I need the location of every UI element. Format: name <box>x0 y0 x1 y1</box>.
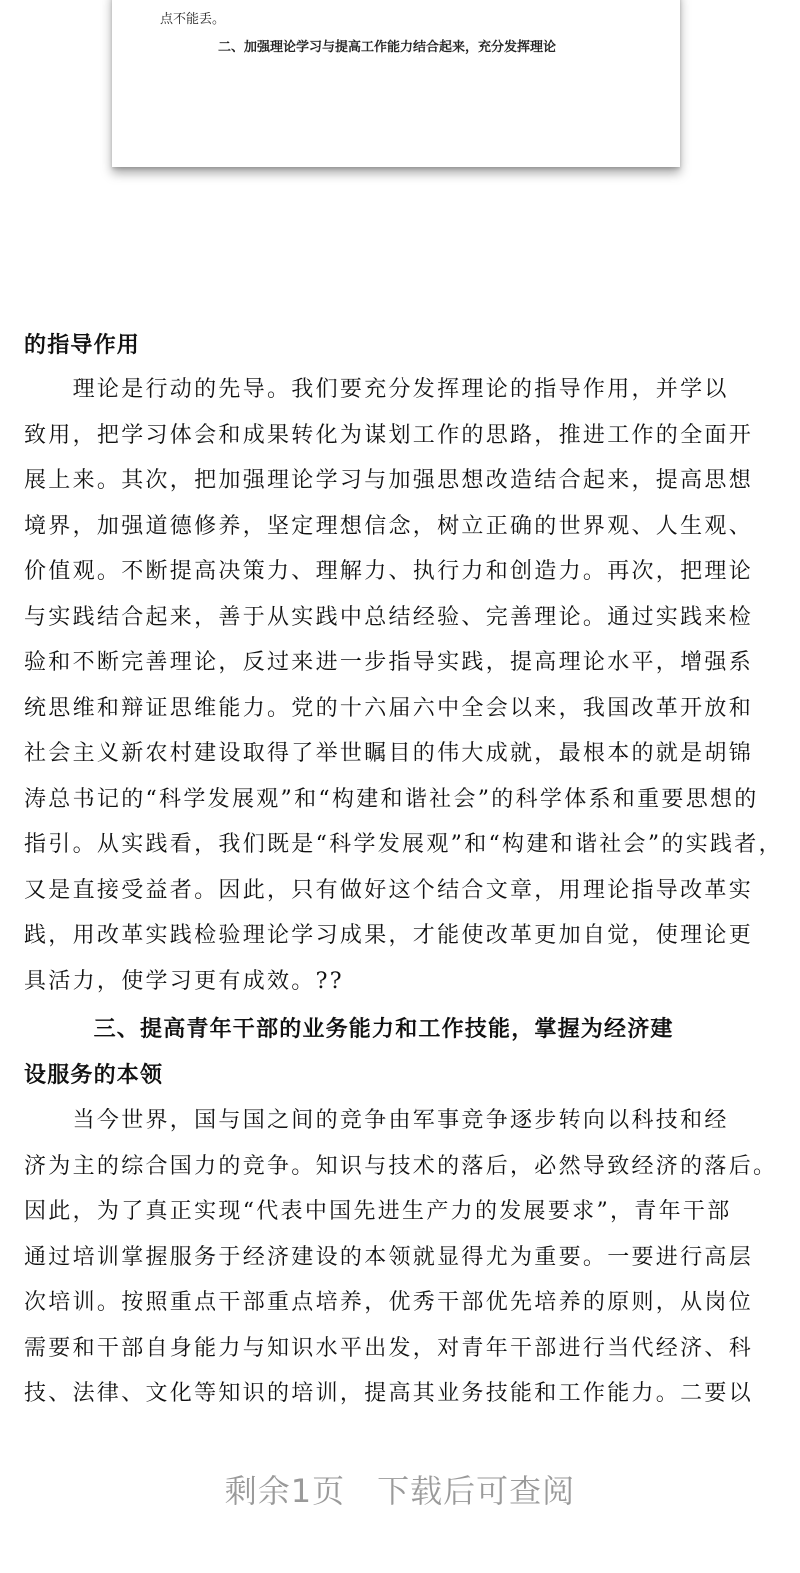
body-line: 社会主义新农村建设取得了举世瞩目的伟大成就，最根本的就是胡锦 <box>24 741 754 766</box>
body-line: 展上来。其次，把加强理论学习与加强思想改造结合起来，提高思想 <box>24 468 754 493</box>
remaining-pages-label: 剩余1页 <box>224 1472 346 1510</box>
section-heading: 三、提高青年干部的业务能力和工作技能，掌握为经济建 <box>24 1017 674 1042</box>
body-line: 涛总书记的“科学发展观”和“构建和谐社会”的科学体系和重要思想的 <box>24 787 759 812</box>
body-line: 次培训。按照重点干部重点培养，优秀干部优先培养的原则，从岗位 <box>24 1290 754 1315</box>
body-line: 统思维和辩证思维能力。党的十六届六中全会以来，我国改革开放和 <box>24 696 754 721</box>
body-line: 当今世界，国与国之间的竞争由军事竞争逐步转向以科技和经 <box>24 1108 729 1133</box>
body-line: 践，用改革实践检验理论学习成果，才能使改革更加自觉，使理论更 <box>24 923 754 948</box>
body-line: 与实践结合起来，善于从实践中总结经验、完善理论。通过实践来检 <box>24 605 754 630</box>
previous-page-preview <box>112 0 680 167</box>
body-line: 境界，加强道德修养，坚定理想信念，树立正确的世界观、人生观、 <box>24 514 754 539</box>
body-line: 需要和干部自身能力与知识水平出发，对青年干部进行当代经济、科 <box>24 1336 754 1361</box>
body-line: 因此，为了真正实现“代表中国先进生产力的发展要求”，青年干部 <box>24 1199 732 1224</box>
heading-continuation: 的指导作用 <box>24 333 141 358</box>
body-line: 具活力，使学习更有成效。?? <box>24 969 344 994</box>
body-line: 验和不断完善理论，反过来进一步指导实践，提高理论水平，增强系 <box>24 650 754 675</box>
body-line: 技、法律、文化等知识的培训，提高其业务技能和工作能力。二要以 <box>24 1381 754 1406</box>
body-line: 济为主的综合国力的竞争。知识与技术的落后，必然导致经济的落后。 <box>24 1154 778 1179</box>
body-line: 通过培训掌握服务于经济建设的本领就显得尤为重要。一要进行高层 <box>24 1245 754 1270</box>
body-line: 价值观。不断提高决策力、理解力、执行力和创造力。再次，把理论 <box>24 559 754 584</box>
preview-heading-line: 二、加强理论学习与提高工作能力结合起来，充分发挥理论 <box>218 40 557 55</box>
preview-line: 点不能丢。 <box>160 12 226 27</box>
download-to-view-label[interactable]: 下载后可查阅 <box>377 1472 576 1510</box>
body-line: 指引。从实践看，我们既是“科学发展观”和“构建和谐社会”的实践者， <box>24 832 783 857</box>
preview-line <box>160 0 550 2</box>
download-prompt[interactable] <box>0 1466 800 1512</box>
section-heading: 设服务的本领 <box>24 1063 164 1088</box>
body-line: 又是直接受益者。因此，只有做好这个结合文章，用理论指导改革实 <box>24 878 754 903</box>
body-line: 致用，把学习体会和成果转化为谋划工作的思路，推进工作的全面开 <box>24 423 754 448</box>
body-line: 理论是行动的先导。我们要充分发挥理论的指导作用，并学以 <box>24 377 729 402</box>
